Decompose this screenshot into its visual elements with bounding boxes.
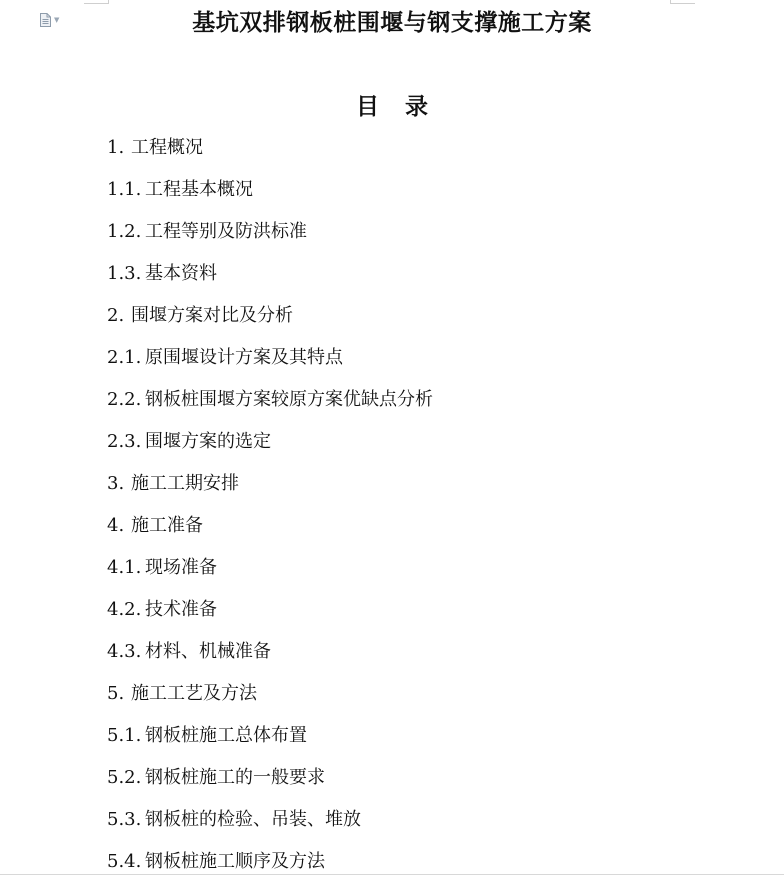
toc-item-number: 2.2.	[107, 389, 142, 410]
toc-item[interactable]	[107, 136, 433, 178]
toc-item[interactable]	[107, 808, 433, 850]
toc-item-text: 钢板桩施工顺序及方法	[145, 851, 325, 872]
toc-item-number: 3.	[107, 473, 125, 494]
toc-item[interactable]	[107, 178, 433, 220]
toc-item[interactable]	[107, 640, 433, 682]
toc-item-number: 5.3.	[107, 809, 142, 830]
toc-item-text: 围堰方案的选定	[145, 431, 271, 452]
toc-item[interactable]	[107, 388, 433, 430]
toc-item-text: 施工工期安排	[131, 473, 239, 494]
toc-item-number: 1.1.	[107, 179, 142, 200]
toc-item-text: 技术准备	[145, 599, 217, 620]
toc-item[interactable]	[107, 766, 433, 808]
toc-item-number: 1.	[107, 137, 125, 158]
toc-item[interactable]	[107, 262, 433, 304]
toc-item-text: 钢板桩施工总体布置	[145, 725, 307, 746]
document-title: 基坑双排钢板桩围堰与钢支撑施工方案	[192, 9, 592, 36]
toc-item-text: 工程概况	[131, 137, 203, 158]
toc-item[interactable]	[107, 556, 433, 598]
page-corner-marks	[0, 0, 784, 6]
toc-item-text: 材料、机械准备	[145, 641, 271, 662]
toc-item[interactable]	[107, 514, 433, 556]
toc-item[interactable]	[107, 472, 433, 514]
toc-item[interactable]	[107, 682, 433, 724]
toc-item-text: 原围堰设计方案及其特点	[145, 347, 343, 368]
toc-item[interactable]	[107, 850, 433, 876]
chevron-down-icon[interactable]: ▼	[54, 15, 60, 24]
toc-item-number: 5.1.	[107, 725, 142, 746]
toc-item-number: 1.3.	[107, 263, 142, 284]
toc-item-number: 5.	[107, 683, 125, 704]
toc-item-text: 施工准备	[131, 515, 203, 536]
toc-item[interactable]	[107, 346, 433, 388]
toc-item-number: 4.3.	[107, 641, 142, 662]
page-bottom-divider	[0, 874, 784, 875]
toc-item-text: 工程基本概况	[145, 179, 253, 200]
toc-item-number: 4.2.	[107, 599, 142, 620]
toc-item-text: 基本资料	[145, 263, 217, 284]
toc-item-number: 4.	[107, 515, 125, 536]
toc-item-number: 5.2.	[107, 767, 142, 788]
toc-item-number: 1.2.	[107, 221, 142, 242]
toc-item[interactable]	[107, 430, 433, 472]
toc-item-text: 钢板桩的检验、吊装、堆放	[145, 809, 361, 830]
toc-item-number: 2.3.	[107, 431, 142, 452]
toc-item-text: 施工工艺及方法	[131, 683, 257, 704]
toc-heading: 目录	[356, 93, 454, 120]
toc-item[interactable]	[107, 724, 433, 766]
toc-item-number: 4.1.	[107, 557, 142, 578]
toc-item-number: 2.	[107, 305, 125, 326]
toc-item-text: 工程等别及防洪标准	[145, 221, 307, 242]
toc-item[interactable]	[107, 598, 433, 640]
toc-item-text: 钢板桩围堰方案较原方案优缺点分析	[145, 389, 433, 410]
page-corner-mark-left	[84, 0, 109, 4]
toc-list	[107, 136, 433, 876]
toc-item-number: 2.1.	[107, 347, 142, 368]
toc-item-number: 5.4.	[107, 851, 142, 872]
toc-item-text: 围堰方案对比及分析	[131, 305, 293, 326]
toc-item-text: 现场准备	[145, 557, 217, 578]
page-corner-mark-right	[670, 0, 695, 4]
toc-item[interactable]	[107, 304, 433, 346]
toc-item[interactable]	[107, 220, 433, 262]
toc-item-text: 钢板桩施工的一般要求	[145, 767, 325, 788]
